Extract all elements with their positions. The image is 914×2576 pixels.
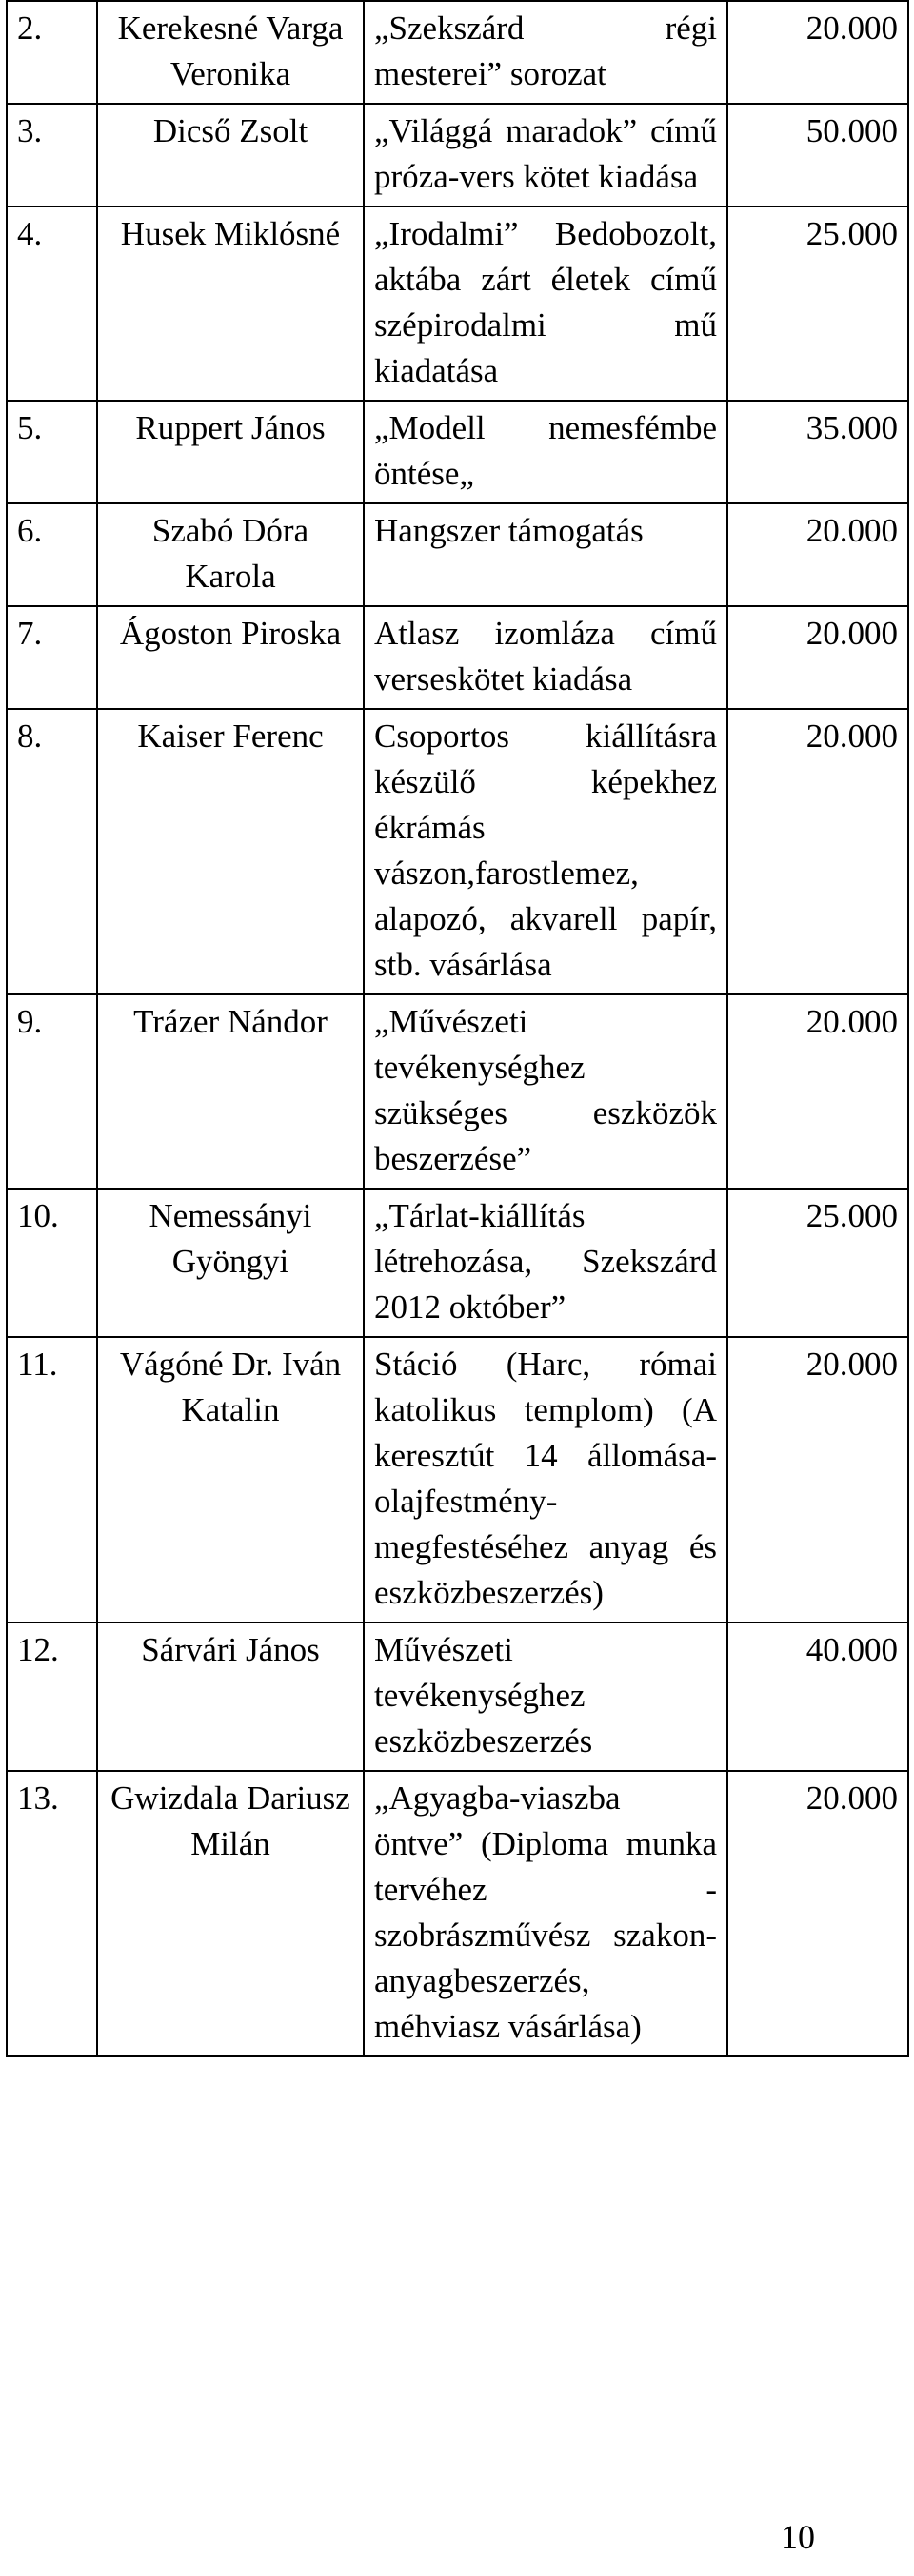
grant-amount: 25.000 [727, 1189, 908, 1337]
grant-amount: 20.000 [727, 709, 908, 994]
grant-amount: 50.000 [727, 104, 908, 206]
applicant-name: Vágóné Dr. Iván Katalin [97, 1337, 364, 1622]
row-number: 9. [7, 994, 97, 1189]
applicant-name: Nemessányi Gyöngyi [97, 1189, 364, 1337]
row-number: 11. [7, 1337, 97, 1622]
grant-amount: 20.000 [727, 503, 908, 606]
row-number: 10. [7, 1189, 97, 1337]
grant-amount: 35.000 [727, 401, 908, 503]
grant-amount: 20.000 [727, 1771, 908, 2056]
table-row [7, 401, 908, 503]
applicant-name: Szabó Dóra Karola [97, 503, 364, 606]
table-row [7, 503, 908, 606]
project-title: „Művészeti tevékenységhez szükséges eszközök beszerzése” [364, 994, 727, 1189]
applicant-name: Trázer Nándor [97, 994, 364, 1189]
grant-amount: 20.000 [727, 994, 908, 1189]
table-row [7, 206, 908, 401]
applicant-name: Kerekesné Varga Veronika [97, 1, 364, 104]
table-row [7, 1622, 908, 1771]
project-title: „Tárlat-kiállítás létrehozása, Szekszárd 2012 október” [364, 1189, 727, 1337]
applicant-name: Gwizdala Dariusz Milán [97, 1771, 364, 2056]
row-number: 5. [7, 401, 97, 503]
applicant-name: Sárvári János [97, 1622, 364, 1771]
table-row [7, 1771, 908, 2056]
row-number: 7. [7, 606, 97, 709]
grants-table [6, 0, 909, 2057]
applicant-name: Dicső Zsolt [97, 104, 364, 206]
table-row [7, 1337, 908, 1622]
table-row [7, 709, 908, 994]
table-row [7, 994, 908, 1189]
project-title: „Agyagba-viaszba öntve” (Diploma munka tervéhez - szobrászművész szakon- anyagbeszerzés, méhviasz vásárlása) [364, 1771, 727, 2056]
row-number: 3. [7, 104, 97, 206]
row-number: 6. [7, 503, 97, 606]
table-row [7, 1189, 908, 1337]
project-title: Csoportos kiállításra készülő képekhez ékrámás vászon,farostlemez, alapozó, akvarell papír, stb. vásárlása [364, 709, 727, 994]
project-title: „Modell nemesfémbe öntése„ [364, 401, 727, 503]
project-title: Hangszer támogatás [364, 503, 727, 606]
row-number: 13. [7, 1771, 97, 2056]
table-row [7, 606, 908, 709]
row-number: 4. [7, 206, 97, 401]
row-number: 2. [7, 1, 97, 104]
project-title: „Világgá maradok” című próza-vers kötet kiadása [364, 104, 727, 206]
grant-amount: 20.000 [727, 1, 908, 104]
project-title: Stáció (Harc, római katolikus templom) (A keresztút 14 állomása- olajfestmény- megfestéséhez anyag és eszközbeszerzés) [364, 1337, 727, 1622]
grant-amount: 20.000 [727, 1337, 908, 1622]
applicant-name: Ágoston Piroska [97, 606, 364, 709]
row-number: 12. [7, 1622, 97, 1771]
applicant-name: Kaiser Ferenc [97, 709, 364, 994]
project-title: „Irodalmi” Bedobozolt, aktába zárt életek című szépirodalmi mű kiadatása [364, 206, 727, 401]
row-number: 8. [7, 709, 97, 994]
applicant-name: Husek Miklósné [97, 206, 364, 401]
project-title: „Szekszárd régi mesterei” sorozat [364, 1, 727, 104]
table-row [7, 104, 908, 206]
page-number: 10 [781, 2518, 815, 2556]
grant-amount: 25.000 [727, 206, 908, 401]
project-title: Atlasz izomláza című verseskötet kiadása [364, 606, 727, 709]
grant-amount: 20.000 [727, 606, 908, 709]
project-title: Művészeti tevékenységhez eszközbeszerzés [364, 1622, 727, 1771]
applicant-name: Ruppert János [97, 401, 364, 503]
table-row [7, 1, 908, 104]
grant-amount: 40.000 [727, 1622, 908, 1771]
